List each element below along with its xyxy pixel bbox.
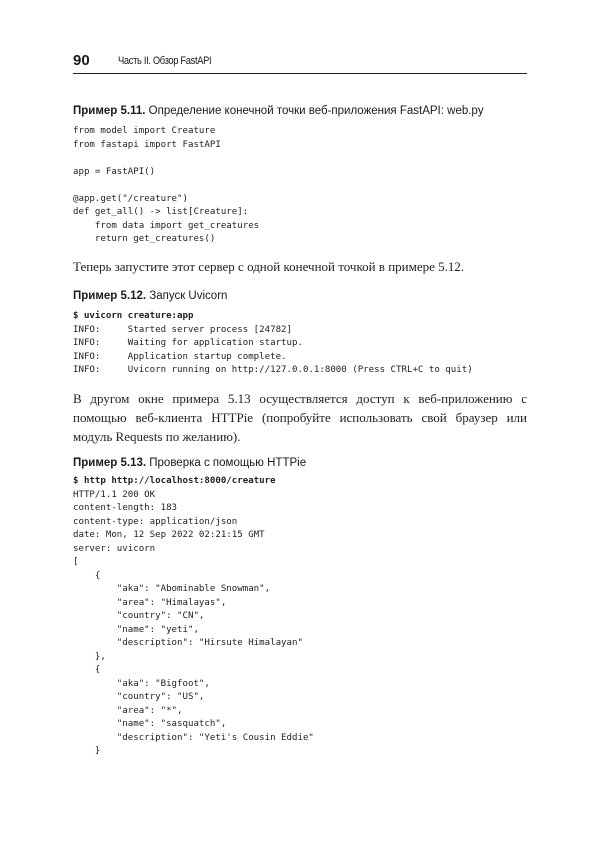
code-line: from model import Creature: [73, 126, 216, 136]
code-line: [: [73, 557, 79, 567]
code-line: [73, 179, 259, 193]
code-line: HTTP/1.1 200 OK: [73, 489, 156, 500]
example-title: Определение конечной точки веб-приложения FastAPI: web.py: [148, 105, 484, 117]
code-line: "aka": "Bigfoot",: [73, 678, 210, 689]
code-line: "area": "*",: [73, 705, 183, 716]
example-5-12-caption: [73, 290, 227, 302]
paragraph: Теперь запустите этот сервер с одной конечной точкой в примере 5.12.: [73, 259, 465, 274]
code-line: $ http http://localhost:8000/creature: [73, 476, 276, 486]
code-line: INFO: Waiting for application startup.: [73, 338, 303, 348]
example-label: Пример 5.12.: [73, 290, 147, 302]
code-line: "country": "US",: [73, 692, 205, 702]
page-number: 90: [73, 52, 90, 69]
code-line: "name": "sasquatch",: [73, 719, 227, 729]
code-line: return get_creatures(): [73, 234, 216, 244]
code-line: {: [73, 665, 101, 675]
code-line: "country": "CN",: [73, 611, 205, 621]
example-label: Пример 5.11.: [73, 105, 146, 117]
running-header: [73, 52, 527, 74]
code-line: INFO: Application startup complete.: [73, 351, 287, 362]
code-line: "description": "Hirsute Himalayan": [73, 638, 303, 648]
code-line: from data import get_creatures: [73, 220, 260, 231]
code-line: [73, 152, 259, 166]
code-block-5-12: [73, 310, 473, 378]
code-line: server: uvicorn: [73, 543, 156, 554]
example-label: Пример 5.13.: [73, 457, 147, 469]
code-line: INFO: Started server process [24782]: [73, 324, 292, 335]
example-5-11-caption: [73, 105, 484, 117]
paragraph: В другом окне примера 5.13 осуществляется доступ к веб-приложению с помощью веб-клиента HTTPie (попробуйте использовать свой браузер или модуль Requests по желанию).: [73, 391, 527, 444]
example-5-13-caption: [73, 457, 306, 469]
code-line: {: [73, 570, 101, 581]
code-line: app = FastAPI(): [73, 166, 156, 177]
code-line: content-type: application/json: [73, 516, 238, 527]
code-line: content-length: 183: [73, 503, 178, 513]
example-title: Запуск Uvicorn: [149, 290, 228, 302]
code-line: from fastapi import FastAPI: [73, 139, 221, 150]
code-line: $ uvicorn creature:app: [73, 311, 194, 321]
code-line: "description": "Yeti's Cousin Eddie": [73, 732, 314, 743]
code-line: "area": "Himalayas",: [73, 597, 227, 608]
code-block-5-11: [73, 125, 259, 247]
code-line: }: [73, 746, 101, 756]
code-line: "name": "yeti",: [73, 624, 199, 635]
code-line: @app.get("/creature"): [73, 193, 188, 204]
code-line: date: Mon, 12 Sep 2022 02:21:15 GMT: [73, 530, 265, 540]
example-title: Проверка с помощью HTTPie: [149, 457, 307, 469]
code-line: },: [73, 651, 106, 662]
code-line: INFO: Uvicorn running on http://127.0.0.1:8000 (Press CTRL+C to quit): [73, 365, 473, 375]
code-line: def get_all() -> list[Creature]:: [73, 207, 249, 217]
running-title: Часть II. Обзор FastAPI: [118, 55, 212, 67]
code-block-5-13: [73, 475, 314, 759]
code-line: "aka": "Abominable Snowman",: [73, 584, 271, 594]
